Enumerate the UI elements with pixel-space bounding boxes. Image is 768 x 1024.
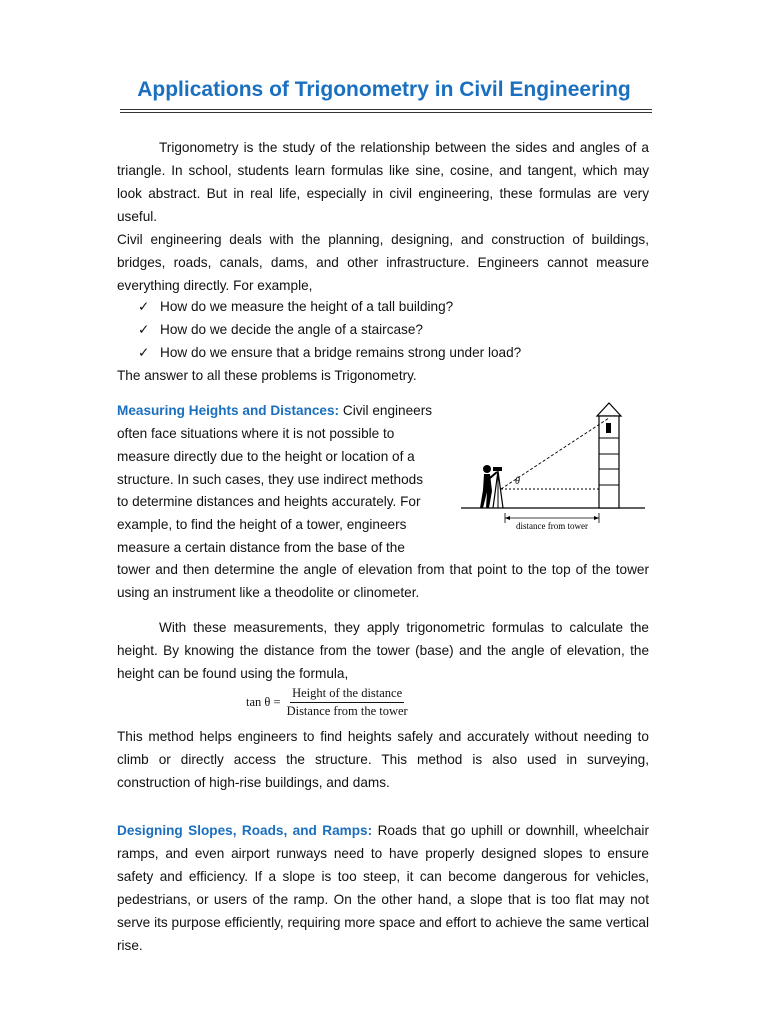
heights-line: example, to find the height of a tower, engineers — [117, 517, 407, 532]
heights-paragraph-2: With these measurements, they apply trigonometric formulas to calculate the height. By knowing the distance from the tower (base) and the angle of elevation, the height can be found using the formula, — [117, 620, 649, 681]
tower-window — [606, 423, 611, 433]
intro-paragraph-2: Civil engineering deals with the planning, designing, and construction of buildings, bridges, roads, canals, dams, and other infrastructure. Engineers cannot measure everything directly. For example, — [117, 232, 649, 293]
question-item — [138, 318, 423, 341]
check-icon: ✓ — [138, 299, 150, 314]
theodolite — [493, 467, 502, 471]
heights-line: measure directly due to the height or location of a — [117, 449, 415, 464]
tan-formula — [246, 686, 410, 719]
question-item — [138, 295, 453, 318]
angle-label: θ — [515, 476, 520, 487]
question-item — [138, 341, 521, 364]
formula-numerator: Height of the distance — [290, 686, 404, 703]
tower-diagram — [455, 396, 651, 540]
question-text: How do we measure the height of a tall building? — [160, 299, 454, 314]
formula-fraction — [285, 686, 410, 719]
question-text: How do we decide the angle of a staircase? — [160, 322, 423, 337]
heights-line: to determine distances and heights accurately. For — [117, 494, 421, 509]
surveyor-head — [483, 465, 491, 473]
page-title: Applications of Trigonometry in Civil Engineering — [137, 78, 631, 101]
title-rule-top — [120, 109, 652, 110]
slopes-paragraph — [117, 819, 649, 957]
heights-line-text: Civil engineers — [342, 403, 433, 418]
formula-denominator: Distance from the tower — [286, 704, 408, 718]
tower-roof — [597, 403, 621, 416]
check-icon: ✓ — [138, 322, 150, 337]
distance-label: distance from tower — [516, 521, 588, 531]
heights-heading: Measuring Heights and Distances: — [117, 403, 340, 418]
title-rule-bottom — [120, 112, 652, 113]
slopes-text: Roads that go uphill or downhill, wheelchair ramps, and even airport runways need to have properly designed slopes to ensure safety and efficiency. If a slope is too steep, it can become dangerous for vehicles, pedestrians, or users of the ramp. On the other hand, a slope that is too flat may not serve its purpose efficiently, requiring more space and effort to achieve the same vertical rise. — [117, 823, 649, 953]
heights-paragraph-3: This method helps engineers to find heights safely and accurately without needing to climb or directly access the structure. This method is also used in surveying, construction of high-rise buildings, and dams. — [117, 729, 649, 790]
heights-line: structure. In such cases, they use indirect methods — [117, 472, 424, 487]
intro-paragraph-1: Trigonometry is the study of the relationship between the sides and angles of a triangle. In school, students learn formulas like sine, cosine, and tangent, which may look abstract. But in real life, especially in civil engineering, these formulas are very useful. — [117, 140, 649, 224]
question-text: How do we ensure that a bridge remains strong under load? — [160, 345, 522, 360]
check-icon: ✓ — [138, 345, 150, 360]
heights-line — [117, 399, 440, 422]
surveyor-body — [480, 474, 492, 508]
heights-line: often face situations where it is not possible to — [117, 426, 395, 441]
heights-line: measure a certain distance from the base of the — [117, 540, 405, 555]
formula-lhs: tan θ = — [246, 695, 281, 709]
heights-continuation: tower and then determine the angle of elevation from that point to the top of the tower using an instrument like a theodolite or clinometer. — [117, 562, 649, 600]
intro-answer: The answer to all these problems is Trigonometry. — [117, 368, 417, 383]
slopes-heading: Designing Slopes, Roads, and Ramps: — [117, 823, 373, 838]
